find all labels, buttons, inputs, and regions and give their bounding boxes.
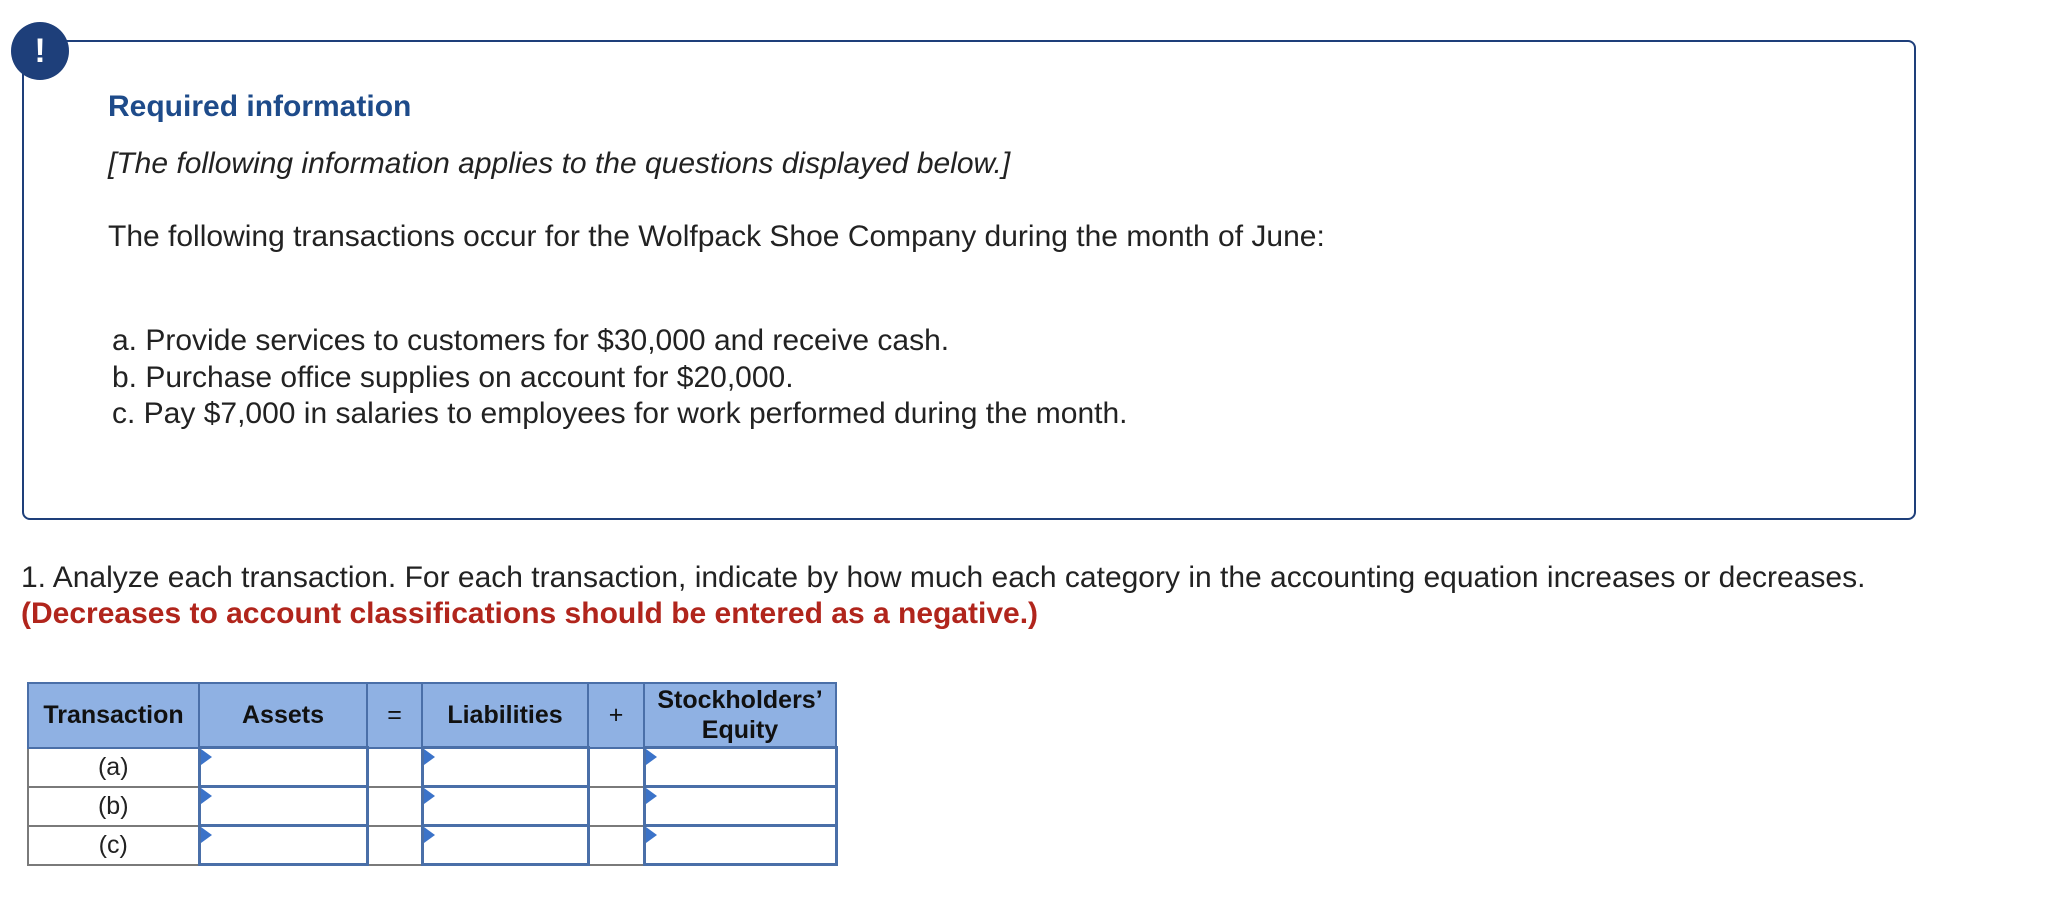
alert-icon: ! xyxy=(11,22,69,80)
input-flag-icon xyxy=(424,827,435,843)
input-flag-icon xyxy=(646,827,657,843)
input-flag-icon xyxy=(646,788,657,804)
equity-input-cell xyxy=(644,748,836,787)
liabilities-input-a[interactable] xyxy=(424,749,587,785)
transaction-item-c: c. Pay $7,000 in salaries to employees for work performed during the month. xyxy=(112,397,1128,430)
table-row xyxy=(28,748,836,787)
table-header-row xyxy=(28,683,836,748)
header-plus: + xyxy=(588,683,644,748)
input-flag-icon xyxy=(424,788,435,804)
liabilities-input-cell xyxy=(422,787,588,826)
input-flag-icon xyxy=(646,749,657,765)
accounting-equation-table xyxy=(27,682,838,866)
transaction-list xyxy=(112,323,1128,433)
assets-input-b[interactable] xyxy=(201,788,366,824)
input-flag-icon xyxy=(201,749,212,765)
row-label: (c) xyxy=(28,826,199,865)
question-text: 1. Analyze each transaction. For each transaction, indicate by how much each category in the accounting equation increases or decreases. xyxy=(21,561,1866,594)
table-row xyxy=(28,826,836,865)
info-note: [The following information applies to the questions displayed below.] xyxy=(108,147,1011,180)
header-liabilities: Liabilities xyxy=(422,683,588,748)
plus-spacer xyxy=(588,826,644,865)
equity-input-cell xyxy=(644,826,836,865)
header-stockholders-equity xyxy=(644,683,836,748)
question-instruction: (Decreases to account classifications should be entered as a negative.) xyxy=(21,597,1039,630)
transaction-item-b: b. Purchase office supplies on account for $20,000. xyxy=(112,360,794,394)
info-intro: The following transactions occur for the Wolfpack Shoe Company during the month of June: xyxy=(108,220,1325,253)
header-assets: Assets xyxy=(199,683,367,748)
header-equals: = xyxy=(367,683,422,748)
liabilities-input-c[interactable] xyxy=(424,827,587,863)
assets-input-a[interactable] xyxy=(201,749,366,785)
liabilities-input-b[interactable] xyxy=(424,788,587,824)
plus-spacer xyxy=(588,748,644,787)
equity-input-cell xyxy=(644,787,836,826)
equity-input-c[interactable] xyxy=(646,827,835,863)
question-prompt xyxy=(21,560,1921,632)
required-info-title: Required information xyxy=(108,90,412,123)
header-equity-line1: Stockholders’ xyxy=(657,686,823,714)
row-label: (b) xyxy=(28,787,199,826)
input-flag-icon xyxy=(201,788,212,804)
row-label: (a) xyxy=(28,748,199,787)
plus-spacer xyxy=(588,787,644,826)
input-flag-icon xyxy=(201,827,212,843)
assets-input-c[interactable] xyxy=(201,827,366,863)
equals-spacer xyxy=(367,748,422,787)
liabilities-input-cell xyxy=(422,826,588,865)
equity-input-a[interactable] xyxy=(646,749,835,785)
assets-input-cell xyxy=(199,748,367,787)
equity-input-b[interactable] xyxy=(646,788,835,824)
assets-input-cell xyxy=(199,826,367,865)
transaction-item-a: a. Provide services to customers for $30,000 and receive cash. xyxy=(112,324,950,357)
input-flag-icon xyxy=(424,749,435,765)
header-transaction: Transaction xyxy=(28,683,199,748)
liabilities-input-cell xyxy=(422,748,588,787)
equals-spacer xyxy=(367,826,422,865)
equals-spacer xyxy=(367,787,422,826)
assets-input-cell xyxy=(199,787,367,826)
table-row xyxy=(28,787,836,826)
header-equity-line2: Equity xyxy=(701,716,779,744)
